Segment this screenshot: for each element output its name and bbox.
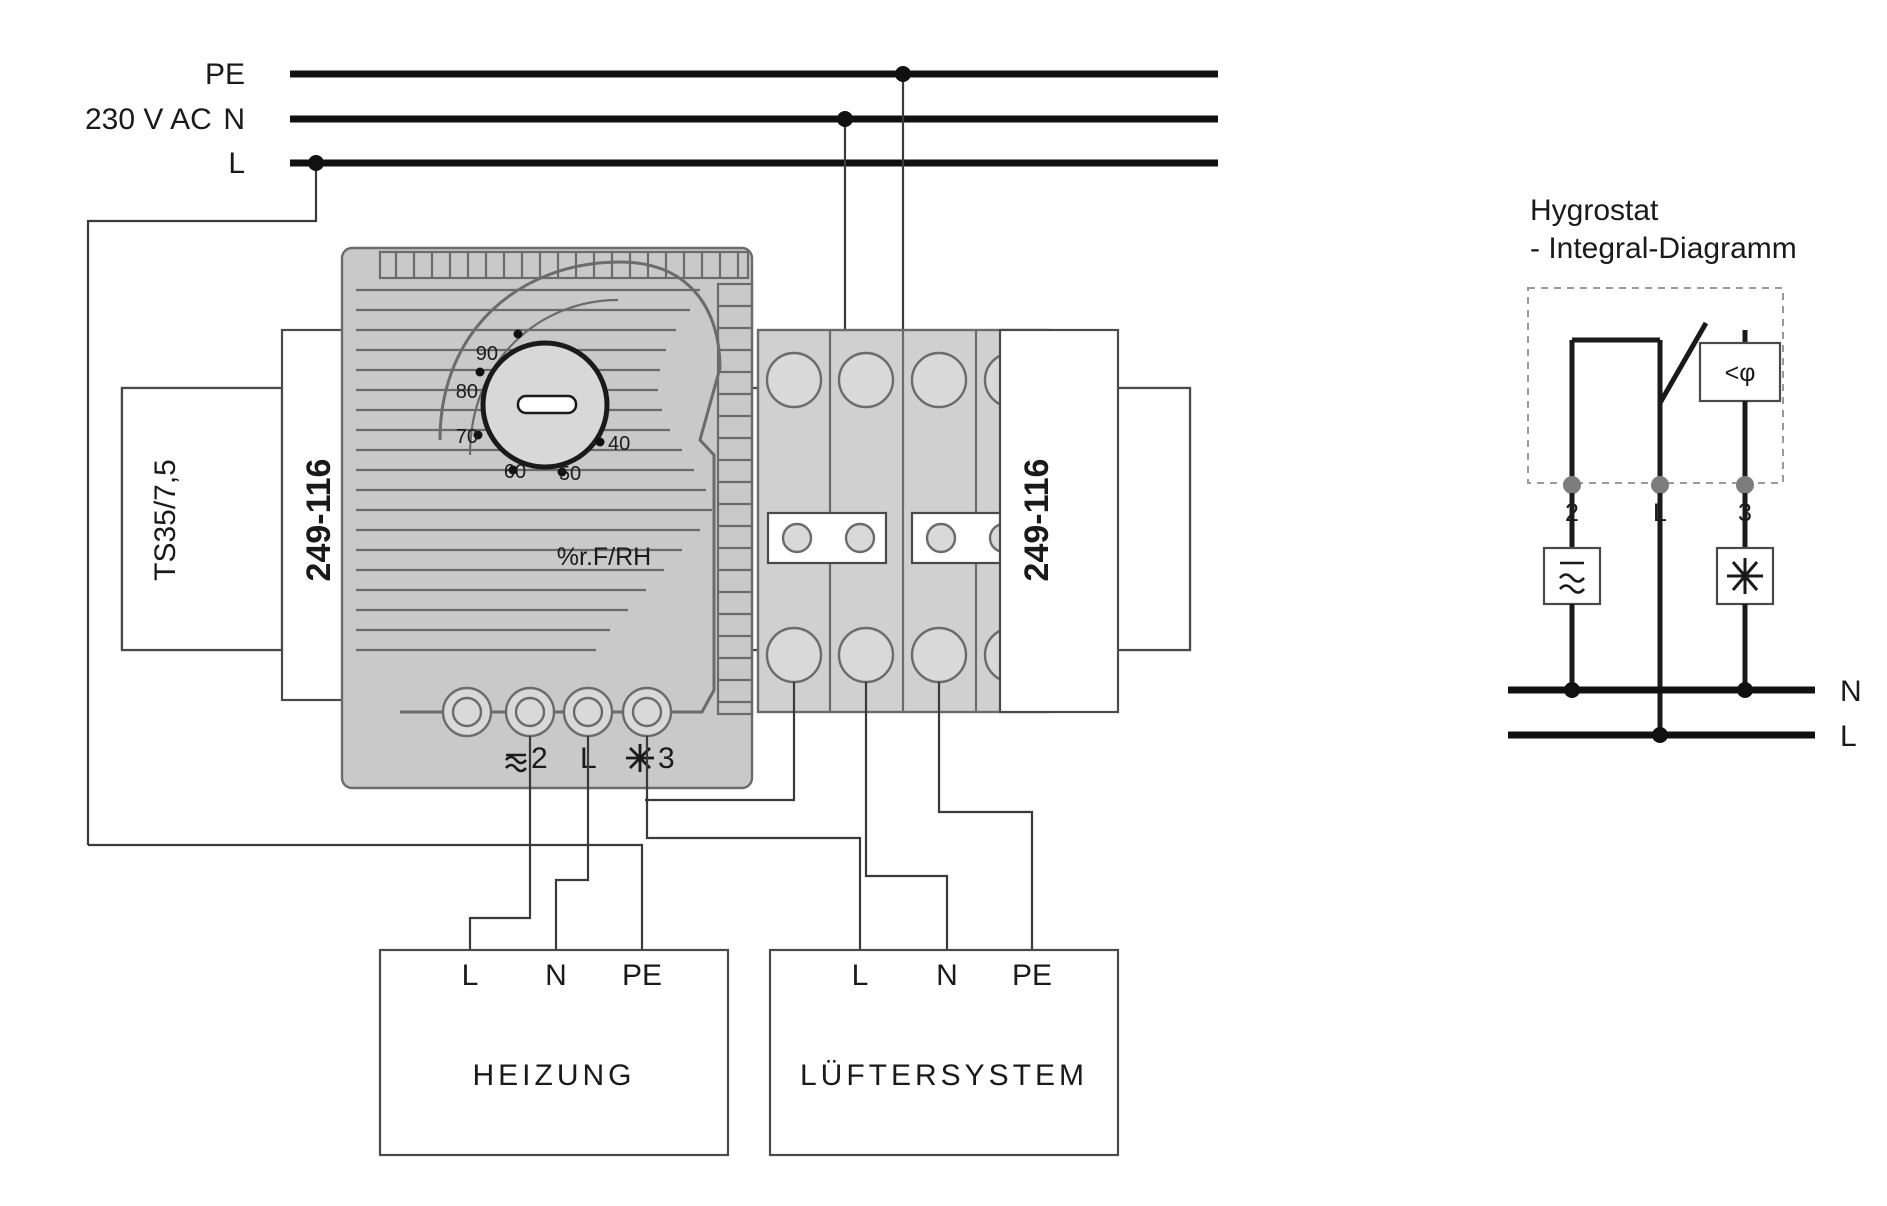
bus-label-l: L xyxy=(228,147,245,180)
jumper-hole-2[interactable] xyxy=(846,524,874,552)
heizung-terminal-n: N xyxy=(545,959,567,992)
legend-title-line2: - Integral-Diagramm xyxy=(1530,232,1797,265)
terminal-label-3: 3 xyxy=(658,742,675,775)
dial-pointer[interactable] xyxy=(518,396,576,413)
mid-terminal-bottom-1[interactable] xyxy=(767,628,821,682)
terminal-label-l: L xyxy=(580,742,597,775)
jumper-hole-3[interactable] xyxy=(927,524,955,552)
dial-label-50: 50 xyxy=(558,463,582,485)
jumper-hole-1[interactable] xyxy=(783,524,811,552)
legend-switch-symbol: <φ xyxy=(1724,359,1756,387)
luftersystem-terminal-l: L xyxy=(851,959,869,992)
hygrostat-device xyxy=(342,248,752,788)
load-box-heizung xyxy=(380,950,728,1155)
legend-junction-n-fan xyxy=(1737,682,1753,698)
luftersystem-terminal-n: N xyxy=(936,959,958,992)
legend-terminal-label-3: 3 xyxy=(1738,499,1752,527)
supply-bus xyxy=(85,58,1218,180)
wire-fan-n xyxy=(866,682,947,950)
terminal-inner-extra[interactable] xyxy=(453,698,481,726)
legend-bus-label-n: N xyxy=(1840,675,1862,708)
legend-bus-label-l: L xyxy=(1840,720,1857,753)
wire-fan-pe xyxy=(939,682,1032,950)
legend-panel xyxy=(1508,194,1862,753)
heizung-terminal-l: L xyxy=(461,959,479,992)
right-terminal-249-116 xyxy=(1000,330,1118,712)
mid-terminal-bottom-2[interactable] xyxy=(839,628,893,682)
mid-terminal-top-2[interactable] xyxy=(839,353,893,407)
terminal-inner-l[interactable] xyxy=(574,698,602,726)
right-terminal-label: 249-116 xyxy=(1018,458,1056,582)
legend-junction-l xyxy=(1652,727,1668,743)
mid-terminal-top-3[interactable] xyxy=(912,353,966,407)
legend-title-line1: Hygrostat xyxy=(1530,194,1659,227)
junction-l xyxy=(308,155,324,171)
fan-icon xyxy=(626,744,654,772)
luftersystem-terminal-pe: PE xyxy=(1011,959,1053,992)
rail-label: TS35/7,5 xyxy=(149,459,182,581)
legend-terminal-label-l: L xyxy=(1653,499,1667,527)
legend-terminal-label-2: 2 xyxy=(1565,499,1579,527)
legend-node-3 xyxy=(1736,476,1754,494)
dial-label-60: 60 xyxy=(503,461,527,483)
junction-n xyxy=(837,111,853,127)
mid-terminal-top-1[interactable] xyxy=(767,353,821,407)
legend-schematic xyxy=(1508,323,1862,753)
terminal-inner-2[interactable] xyxy=(516,698,544,726)
wire-heating-pe xyxy=(88,845,642,950)
dial-label-70: 70 xyxy=(455,426,478,448)
terminal-inner-3[interactable] xyxy=(633,698,661,726)
fan-icon xyxy=(1727,558,1763,594)
luftersystem-label: LÜFTERSYSTEM xyxy=(799,1059,1089,1092)
mid-terminal-bottom-3[interactable] xyxy=(912,628,966,682)
bus-label-pe: PE xyxy=(204,58,245,91)
junction-pe xyxy=(895,66,911,82)
heizung-label: HEIZUNG xyxy=(472,1059,636,1092)
supply-voltage-label: 230 V AC xyxy=(85,103,212,136)
terminal-label-2: 2 xyxy=(531,742,548,775)
legend-junction-n-heating xyxy=(1564,682,1580,698)
hygrostat-scale-unit: %r.F/RH xyxy=(556,543,652,571)
bus-label-n: N xyxy=(223,103,245,136)
load-box-luftersystem xyxy=(770,950,1118,1155)
dial-label-80: 80 xyxy=(455,381,478,403)
legend-heating-box xyxy=(1544,548,1600,604)
rail-left-segment xyxy=(122,388,282,650)
legend-node-2 xyxy=(1563,476,1581,494)
legend-node-l xyxy=(1651,476,1669,494)
heizung-terminal-pe: PE xyxy=(621,959,663,992)
dial-label-40: 40 xyxy=(608,433,631,455)
dial-label-90: 90 xyxy=(475,343,498,365)
left-terminal-label: 249-116 xyxy=(300,458,338,582)
